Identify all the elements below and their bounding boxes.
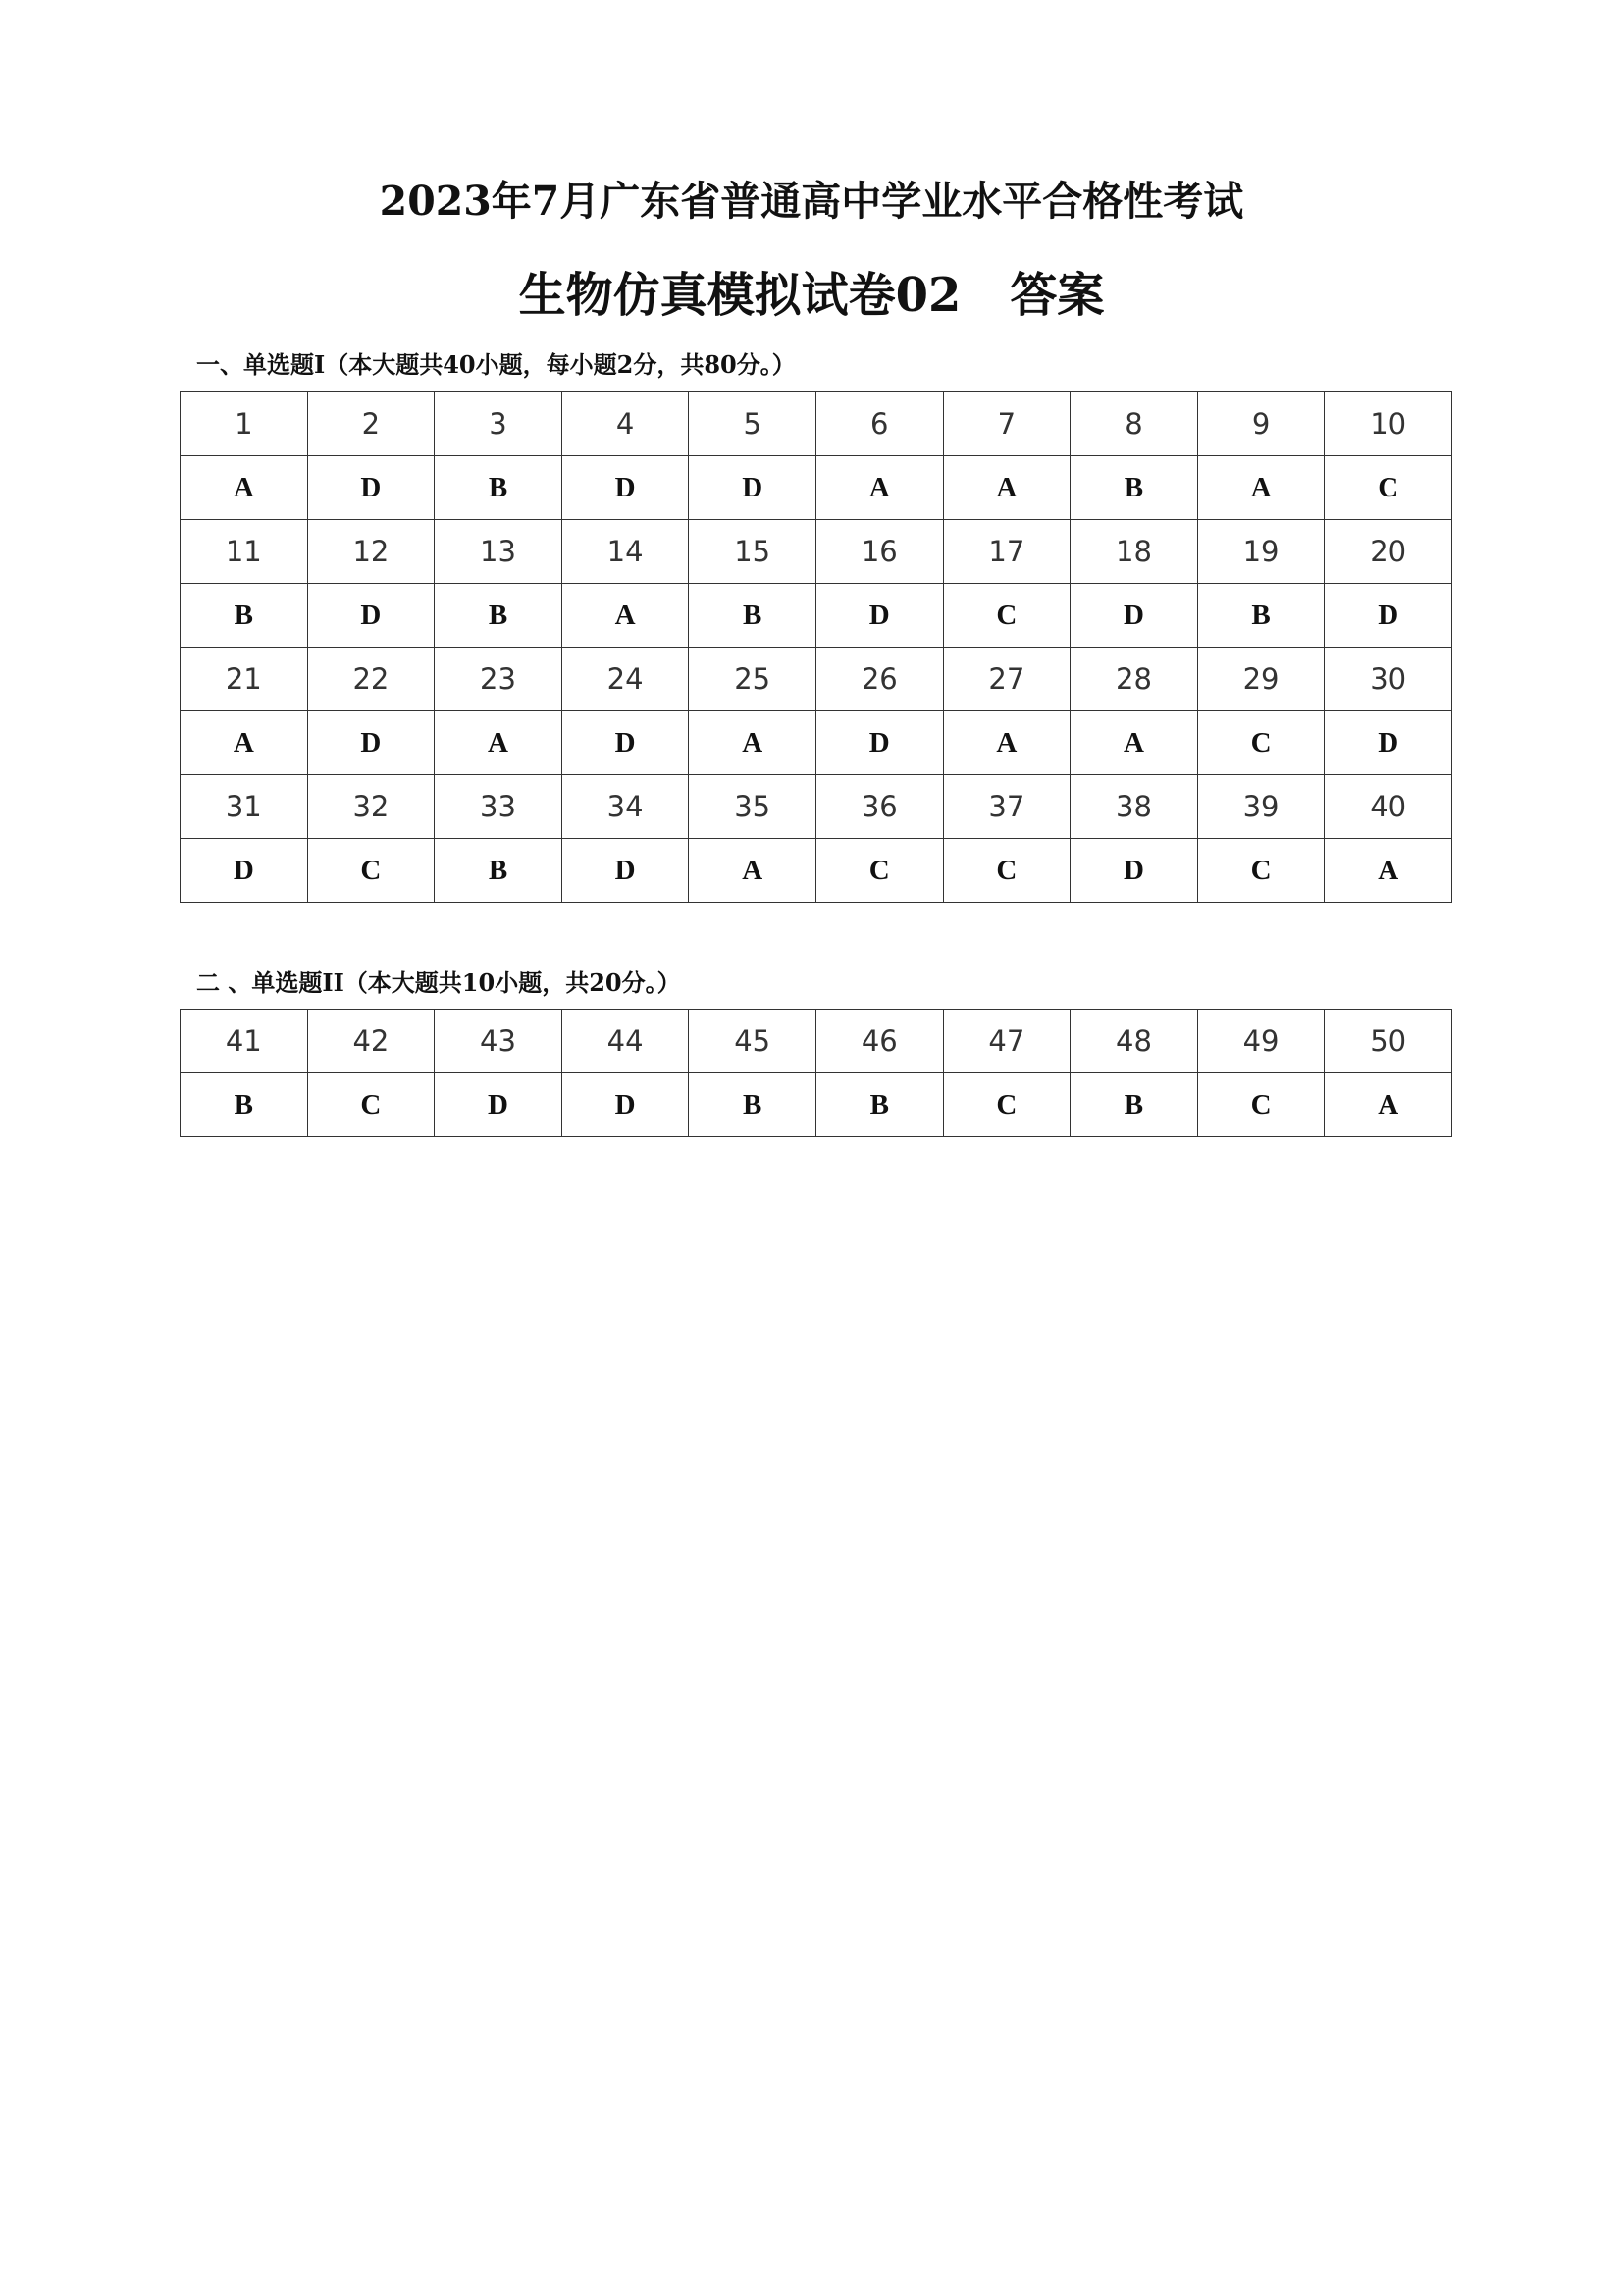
question-number-cell: 4 bbox=[561, 392, 689, 456]
question-number-cell: 48 bbox=[1071, 1010, 1198, 1073]
question-number-cell: 47 bbox=[943, 1010, 1071, 1073]
question-number-cell: 23 bbox=[435, 648, 562, 711]
section2-answer-table bbox=[180, 1009, 1452, 1137]
question-number-cell: 15 bbox=[689, 520, 816, 584]
answer-cell: C bbox=[943, 839, 1071, 903]
answer-cell: A bbox=[689, 839, 816, 903]
question-number-cell: 18 bbox=[1071, 520, 1198, 584]
question-number-cell: 31 bbox=[181, 775, 308, 839]
answer-cell: D bbox=[1325, 584, 1452, 648]
answer-cell: B bbox=[815, 1073, 943, 1137]
exam-title bbox=[0, 169, 1623, 227]
question-number-cell: 43 bbox=[435, 1010, 562, 1073]
answer-cell: C bbox=[943, 1073, 1071, 1137]
question-number-cell: 10 bbox=[1325, 392, 1452, 456]
answer-cell: B bbox=[435, 584, 562, 648]
question-number-cell: 12 bbox=[307, 520, 435, 584]
answer-cell: C bbox=[1197, 839, 1325, 903]
question-number-cell: 46 bbox=[815, 1010, 943, 1073]
question-number-cell: 19 bbox=[1197, 520, 1325, 584]
exam-title-text: 2023年7月广东省普通高中学业水平合格性考试 bbox=[379, 178, 1244, 225]
answer-cell: C bbox=[943, 584, 1071, 648]
answer-cell: B bbox=[435, 839, 562, 903]
question-number-cell: 6 bbox=[815, 392, 943, 456]
answer-cell: B bbox=[1071, 1073, 1198, 1137]
answer-cell: D bbox=[435, 1073, 562, 1137]
answer-cell: C bbox=[1197, 711, 1325, 775]
question-number-cell: 24 bbox=[561, 648, 689, 711]
question-number-cell: 17 bbox=[943, 520, 1071, 584]
answer-cell: D bbox=[689, 456, 816, 520]
question-number-cell: 27 bbox=[943, 648, 1071, 711]
answer-cell: A bbox=[181, 711, 308, 775]
question-number-cell: 3 bbox=[435, 392, 562, 456]
answer-row bbox=[181, 1073, 1452, 1137]
question-number-row bbox=[181, 775, 1452, 839]
answer-cell: B bbox=[181, 1073, 308, 1137]
answer-cell: D bbox=[1071, 839, 1198, 903]
answer-cell: D bbox=[307, 711, 435, 775]
answer-cell: A bbox=[943, 456, 1071, 520]
answer-row bbox=[181, 711, 1452, 775]
question-number-row bbox=[181, 1010, 1452, 1073]
answer-cell: D bbox=[1325, 711, 1452, 775]
question-number-cell: 39 bbox=[1197, 775, 1325, 839]
question-number-cell: 9 bbox=[1197, 392, 1325, 456]
question-number-cell: 49 bbox=[1197, 1010, 1325, 1073]
question-number-cell: 1 bbox=[181, 392, 308, 456]
question-number-cell: 38 bbox=[1071, 775, 1198, 839]
question-number-cell: 37 bbox=[943, 775, 1071, 839]
question-number-cell: 11 bbox=[181, 520, 308, 584]
answer-cell: B bbox=[181, 584, 308, 648]
question-number-cell: 13 bbox=[435, 520, 562, 584]
question-number-cell: 5 bbox=[689, 392, 816, 456]
paper-title-suffix: 答案 bbox=[1010, 268, 1105, 323]
section1-heading: 一、单选题I（本大题共40小题，每小题2分，共80分。） bbox=[196, 350, 796, 379]
answer-cell: D bbox=[181, 839, 308, 903]
question-number-cell: 30 bbox=[1325, 648, 1452, 711]
question-number-cell: 44 bbox=[561, 1010, 689, 1073]
answer-cell: A bbox=[943, 711, 1071, 775]
question-number-cell: 29 bbox=[1197, 648, 1325, 711]
answer-cell: D bbox=[561, 711, 689, 775]
answer-cell: D bbox=[561, 839, 689, 903]
answer-cell: C bbox=[1197, 1073, 1325, 1137]
answer-cell: D bbox=[815, 711, 943, 775]
section2-heading: 二 、单选题II（本大题共10小题，共20分。） bbox=[196, 968, 681, 997]
question-number-row bbox=[181, 648, 1452, 711]
question-number-row bbox=[181, 520, 1452, 584]
answer-cell: C bbox=[307, 839, 435, 903]
answer-cell: D bbox=[561, 456, 689, 520]
answer-cell: B bbox=[1197, 584, 1325, 648]
question-number-cell: 21 bbox=[181, 648, 308, 711]
answer-cell: B bbox=[689, 584, 816, 648]
question-number-cell: 35 bbox=[689, 775, 816, 839]
question-number-cell: 28 bbox=[1071, 648, 1198, 711]
paper-title bbox=[0, 257, 1623, 325]
question-number-cell: 45 bbox=[689, 1010, 816, 1073]
answer-cell: C bbox=[1325, 456, 1452, 520]
question-number-cell: 40 bbox=[1325, 775, 1452, 839]
question-number-cell: 32 bbox=[307, 775, 435, 839]
answer-row bbox=[181, 456, 1452, 520]
answer-cell: A bbox=[435, 711, 562, 775]
answer-cell: A bbox=[1325, 839, 1452, 903]
question-number-cell: 34 bbox=[561, 775, 689, 839]
section1-answer-table bbox=[180, 391, 1452, 903]
question-number-cell: 8 bbox=[1071, 392, 1198, 456]
answer-cell: A bbox=[181, 456, 308, 520]
answer-row bbox=[181, 584, 1452, 648]
question-number-cell: 16 bbox=[815, 520, 943, 584]
question-number-cell: 20 bbox=[1325, 520, 1452, 584]
question-number-cell: 36 bbox=[815, 775, 943, 839]
answer-cell: A bbox=[1325, 1073, 1452, 1137]
answer-cell: C bbox=[307, 1073, 435, 1137]
paper-title-main: 生物仿真模拟试卷02 bbox=[518, 268, 962, 323]
question-number-cell: 22 bbox=[307, 648, 435, 711]
answer-cell: B bbox=[435, 456, 562, 520]
answer-cell: D bbox=[307, 584, 435, 648]
answer-cell: C bbox=[815, 839, 943, 903]
question-number-cell: 41 bbox=[181, 1010, 308, 1073]
question-number-cell: 7 bbox=[943, 392, 1071, 456]
answer-cell: D bbox=[561, 1073, 689, 1137]
question-number-row bbox=[181, 392, 1452, 456]
answer-cell: D bbox=[1071, 584, 1198, 648]
answer-cell: A bbox=[561, 584, 689, 648]
question-number-cell: 26 bbox=[815, 648, 943, 711]
question-number-cell: 50 bbox=[1325, 1010, 1452, 1073]
answer-row bbox=[181, 839, 1452, 903]
answer-cell: D bbox=[815, 584, 943, 648]
answer-cell: A bbox=[1197, 456, 1325, 520]
answer-cell: A bbox=[689, 711, 816, 775]
answer-cell: A bbox=[1071, 711, 1198, 775]
answer-cell: A bbox=[815, 456, 943, 520]
question-number-cell: 25 bbox=[689, 648, 816, 711]
answer-cell: D bbox=[307, 456, 435, 520]
question-number-cell: 33 bbox=[435, 775, 562, 839]
answer-cell: B bbox=[1071, 456, 1198, 520]
question-number-cell: 14 bbox=[561, 520, 689, 584]
question-number-cell: 42 bbox=[307, 1010, 435, 1073]
question-number-cell: 2 bbox=[307, 392, 435, 456]
answer-cell: B bbox=[689, 1073, 816, 1137]
